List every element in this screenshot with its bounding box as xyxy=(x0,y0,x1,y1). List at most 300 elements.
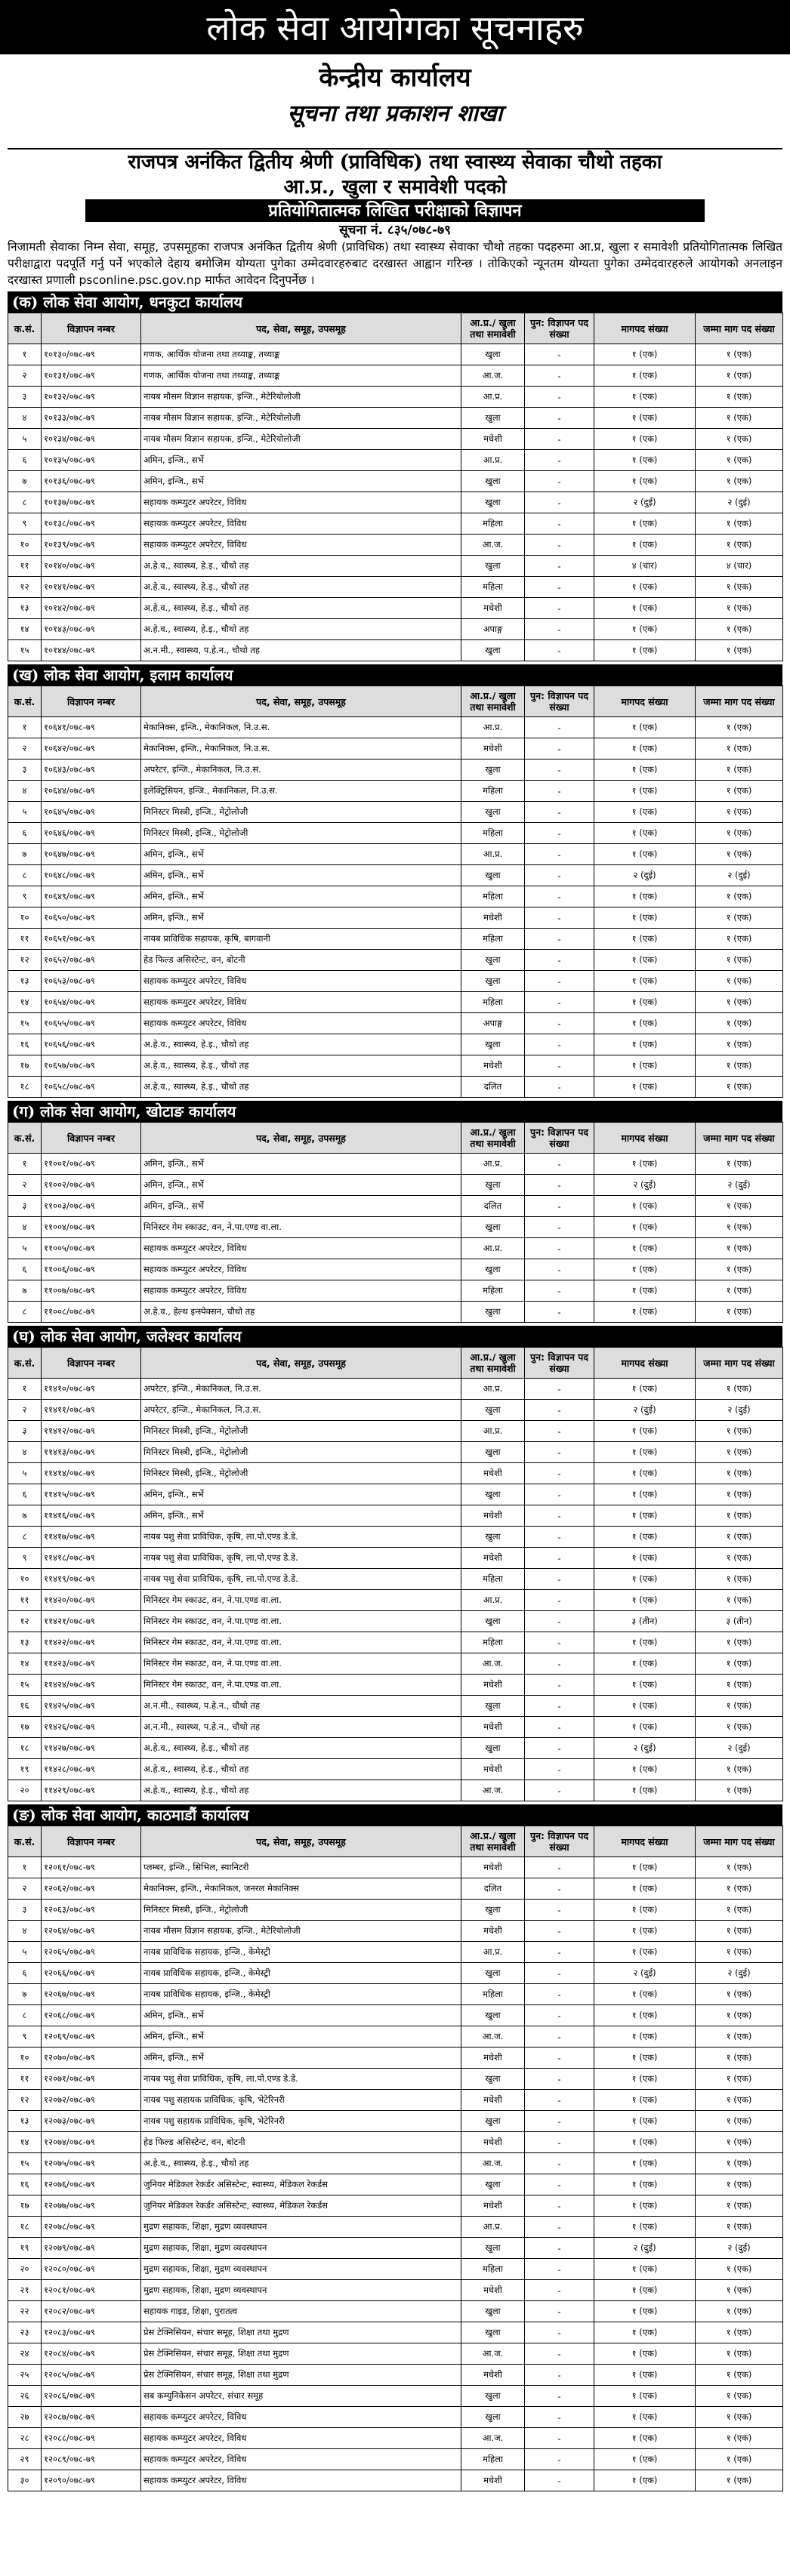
table-cell: १ (एक) xyxy=(696,1379,783,1400)
table-cell: १ (एक) xyxy=(594,1717,696,1738)
table-cell: १८ xyxy=(8,2217,42,2238)
table-cell: १२ xyxy=(8,2090,42,2111)
table-cell: ११४१२/०७८-७९ xyxy=(42,1421,141,1442)
table-cell: मधेशी xyxy=(461,1055,525,1077)
table-row xyxy=(8,429,783,450)
table-cell: मधेशी xyxy=(461,1505,525,1527)
table-cell: १ (एक) xyxy=(594,1217,696,1238)
table-cell: १ (एक) xyxy=(594,1280,696,1302)
table-cell: आ.प्र. xyxy=(461,1154,525,1175)
table-cell: खुला xyxy=(461,802,525,823)
table-row xyxy=(8,1527,783,1548)
table-cell: सहायक कम्प्युटर अपरेटर, विविध xyxy=(141,992,461,1013)
table-row xyxy=(8,1780,783,1801)
table-cell: मिनिस्टर मिस्त्री, इन्जि., मेट्रोलोजी xyxy=(141,802,461,823)
vacancy-table xyxy=(8,686,783,1098)
table-cell: महिला xyxy=(461,823,525,844)
table-cell: १ (एक) xyxy=(696,1034,783,1055)
table-cell: १ (एक) xyxy=(696,2217,783,2238)
table-cell: मेकानिक्स, इन्जि., मेकानिकल, नि.उ.स. xyxy=(141,738,461,760)
table-cell: आ.प्र. xyxy=(461,1379,525,1400)
table-cell: - xyxy=(525,1175,594,1196)
column-header: क.सं. xyxy=(8,1348,42,1379)
table-row xyxy=(8,2090,783,2111)
table-header-row xyxy=(8,1123,783,1154)
table-cell: १ xyxy=(8,1857,42,1878)
table-cell: सहायक कम्प्युटर अपरेटर, विविध xyxy=(141,2449,461,2470)
table-cell: खुला xyxy=(461,1963,525,1984)
table-cell: मिनिस्टर मिस्त्री, इन्जि., मेट्रोलोजी xyxy=(141,1421,461,1442)
table-cell: अ.हे.व., स्वास्थ्य, हे.इ., चौथो तह xyxy=(141,1738,461,1759)
table-cell: १ (एक) xyxy=(696,823,783,844)
table-cell: सहायक कम्प्युटर अपरेटर, विविध xyxy=(141,1238,461,1259)
table-cell: १० xyxy=(8,2048,42,2069)
column-header: मागपद संख्या xyxy=(594,1123,696,1154)
table-cell: १ (एक) xyxy=(594,907,696,929)
table-cell: ७ xyxy=(8,471,42,492)
table-row xyxy=(8,1653,783,1675)
table-cell: १०६५१/०७८-७९ xyxy=(42,929,141,950)
table-cell: १२०८६/०७८-७९ xyxy=(42,2386,141,2407)
table-cell: ११४२३/०७८-७९ xyxy=(42,1653,141,1675)
section-title: (ख) लोक सेवा आयोग, इलाम कार्यालय xyxy=(8,664,782,686)
table-cell: सहायक कम्प्युटर अपरेटर, विविध xyxy=(141,1259,461,1280)
table-cell: १ (एक) xyxy=(696,886,783,907)
table-cell: आ.प्र. xyxy=(461,2217,525,2238)
table-cell: - xyxy=(525,1034,594,1055)
table-cell: १ (एक) xyxy=(594,2217,696,2238)
table-cell: १ (एक) xyxy=(594,1463,696,1484)
table-cell: १२०७०/०७८-७९ xyxy=(42,2048,141,2069)
table-cell: १२०६२/०७८-७९ xyxy=(42,1878,141,1900)
table-cell: १ (एक) xyxy=(594,387,696,408)
table-cell: १ (एक) xyxy=(696,1280,783,1302)
table-cell: अपाङ्ग xyxy=(461,619,525,640)
table-cell: १०१४२/०७८-७९ xyxy=(42,598,141,619)
table-row xyxy=(8,619,783,640)
table-cell: २ (दुई) xyxy=(696,1175,783,1196)
table-cell: ३ xyxy=(8,1900,42,1921)
table-cell: ११४१५/०७८-७९ xyxy=(42,1484,141,1505)
table-cell: प्रेस टेक्निसियन, संचार समूह, शिक्षा तथा मुद्रण xyxy=(141,2365,461,2386)
table-cell: मधेशी xyxy=(461,1675,525,1696)
table-cell: - xyxy=(525,2449,594,2470)
table-cell: खुला xyxy=(461,950,525,971)
table-cell: - xyxy=(525,2217,594,2238)
table-cell: मुद्रण सहायक, शिक्षा, मुद्रण व्यवस्थापन xyxy=(141,2217,461,2238)
table-row xyxy=(8,1569,783,1590)
table-cell: ११००१/०७८-७९ xyxy=(42,1154,141,1175)
table-cell: १ (एक) xyxy=(594,2365,696,2386)
table-cell: १०१३०/०७८-७९ xyxy=(42,344,141,365)
table-row xyxy=(8,2069,783,2090)
table-row xyxy=(8,1154,783,1175)
intro-paragraph: निजामती सेवाका निम्न सेवा, समूह, उपसमूहका राजपत्र अनंकित द्वितीय श्रेणी (प्राविधिक) तथा स्वास्थ्य सेवाका चौथो तहका पदहरुमा आ.प्र, खुला र समावेशी प्रतियोगितात्मक लिखित परीक्षाद्वारा पदपूर्ति गर्नु पर्ने भएकोले देहाय बमोजिम योग्यता पुगेका उम्मेदवारहरुबाट दरखास्त आह्वान गरिन्छ । तोकिएको न्यूनतम योग्यता पुगेका उम्मेदवारहरुले आयोगको अनलाइन दरखास्त प्रणाली psconline.psc.gov.np मार्फत आवेदन दिनुपर्नेछ । xyxy=(8,240,782,287)
table-cell: आ.ज. xyxy=(461,2153,525,2174)
table-row xyxy=(8,2259,783,2280)
table-cell: २ (दुई) xyxy=(594,1738,696,1759)
table-cell: १ (एक) xyxy=(594,429,696,450)
table-cell: ११००३/०७८-७९ xyxy=(42,1196,141,1217)
table-cell: १६ xyxy=(8,2174,42,2195)
table-cell: १ (एक) xyxy=(594,1759,696,1780)
table-cell: महिला xyxy=(461,1984,525,2005)
table-cell: ११४११/०७८-७९ xyxy=(42,1400,141,1421)
table-cell: १०६४६/०७८-७९ xyxy=(42,823,141,844)
table-row xyxy=(8,577,783,598)
table-cell: १ (एक) xyxy=(594,1077,696,1098)
table-row xyxy=(8,1857,783,1878)
table-cell: ११००२/०७८-७९ xyxy=(42,1175,141,1196)
table-cell: सहायक कम्प्युटर अपरेटर, विविध xyxy=(141,1013,461,1034)
table-cell: - xyxy=(525,513,594,535)
table-cell: आ.प्र. xyxy=(461,1590,525,1611)
table-cell: १ (एक) xyxy=(594,1421,696,1442)
table-cell: १०६५०/०७८-७९ xyxy=(42,907,141,929)
table-cell: ११००४/०७८-७९ xyxy=(42,1217,141,1238)
table-cell: - xyxy=(525,1857,594,1878)
table-row xyxy=(8,2386,783,2407)
table-cell: १२०७१/०७८-७९ xyxy=(42,2069,141,2090)
office-section xyxy=(8,664,782,1098)
table-cell: ११४१४/०७८-७९ xyxy=(42,1463,141,1484)
table-cell: मधेशी xyxy=(461,2090,525,2111)
table-cell: - xyxy=(525,619,594,640)
column-header: पुन: विज्ञापन पद संख्या xyxy=(525,1123,594,1154)
table-cell: १ (एक) xyxy=(696,1013,783,1034)
column-header: क.सं. xyxy=(8,686,42,717)
table-row xyxy=(8,1442,783,1463)
table-cell: १ (एक) xyxy=(594,1921,696,1942)
table-cell: - xyxy=(525,365,594,387)
table-cell: - xyxy=(525,1217,594,1238)
table-cell: - xyxy=(525,1484,594,1505)
table-cell: १ (एक) xyxy=(594,1878,696,1900)
table-cell: १ (एक) xyxy=(696,2280,783,2301)
table-cell: १५ xyxy=(8,1675,42,1696)
table-cell: सहायक गाइड, शिक्षा, पुरातत्व xyxy=(141,2301,461,2322)
table-cell: ११००६/०७८-७९ xyxy=(42,1259,141,1280)
column-header: पुन: विज्ञापन पद संख्या xyxy=(525,1826,594,1857)
table-cell: महिला xyxy=(461,2449,525,2470)
table-cell: सहायक कम्प्युटर अपरेटर, विविध xyxy=(141,492,461,513)
table-row xyxy=(8,1900,783,1921)
table-cell: महिला xyxy=(461,886,525,907)
table-cell: ३ (तीन) xyxy=(696,1611,783,1632)
table-cell: १ (एक) xyxy=(696,577,783,598)
table-cell: १ (एक) xyxy=(696,535,783,556)
table-row xyxy=(8,365,783,387)
table-cell: १२०८३/०७८-७९ xyxy=(42,2322,141,2343)
table-cell: १७ xyxy=(8,1717,42,1738)
table-cell: खुला xyxy=(461,2005,525,2026)
table-row xyxy=(8,2238,783,2259)
table-cell: १ (एक) xyxy=(594,1034,696,1055)
table-cell: १२०६९/०७८-७९ xyxy=(42,2026,141,2048)
table-cell: ११ xyxy=(8,1590,42,1611)
table-cell: खुला xyxy=(461,2301,525,2322)
table-cell: १ (एक) xyxy=(696,408,783,429)
table-cell: ४ xyxy=(8,781,42,802)
table-cell: १ (एक) xyxy=(696,2026,783,2048)
table-cell: १२०६६/०७८-७९ xyxy=(42,1963,141,1984)
table-cell: अ.न.मी., स्वास्थ्य, प.हे.न., चौथो तह xyxy=(141,1717,461,1738)
table-cell: अपरेटर, इन्जि., मेकानिकल, नि.उ.स. xyxy=(141,1379,461,1400)
table-cell: १ (एक) xyxy=(696,1196,783,1217)
table-cell: खुला xyxy=(461,865,525,886)
table-cell: सहायक कम्प्युटर अपरेटर, विविध xyxy=(141,1280,461,1302)
table-cell: १ (एक) xyxy=(696,2259,783,2280)
table-cell: - xyxy=(525,781,594,802)
table-cell: अ.हे.व., स्वास्थ्य, हे.इ., चौथो तह xyxy=(141,598,461,619)
table-cell: मधेशी xyxy=(461,429,525,450)
table-cell: २३ xyxy=(8,2322,42,2343)
column-header: मागपद संख्या xyxy=(594,1348,696,1379)
table-cell: १२ xyxy=(8,950,42,971)
table-cell: आ.प्र. xyxy=(461,450,525,471)
table-cell: १ (एक) xyxy=(594,1548,696,1569)
table-cell: आ.प्र. xyxy=(461,387,525,408)
table-cell: १७ xyxy=(8,2195,42,2217)
table-cell: १ (एक) xyxy=(696,365,783,387)
table-cell: १ (एक) xyxy=(696,1653,783,1675)
table-cell: खुला xyxy=(461,1175,525,1196)
table-cell: - xyxy=(525,865,594,886)
table-cell: १२०६८/०७८-७९ xyxy=(42,2005,141,2026)
table-cell: १ (एक) xyxy=(594,2301,696,2322)
table-cell: १५ xyxy=(8,1013,42,1034)
table-row xyxy=(8,1738,783,1759)
table-row xyxy=(8,556,783,577)
table-cell: १ (एक) xyxy=(594,1442,696,1463)
office-section xyxy=(8,1326,782,1801)
table-cell: १२०६१/०७८-७९ xyxy=(42,1857,141,1878)
table-cell: खुला xyxy=(461,471,525,492)
table-cell: ११४२४/०७८-७९ xyxy=(42,1675,141,1696)
table-cell: ९ xyxy=(8,2026,42,2048)
column-header: मागपद संख्या xyxy=(594,313,696,344)
column-header: विज्ञापन नम्बर xyxy=(42,1826,141,1857)
table-cell: अमिन, इन्जि., सर्भे xyxy=(141,865,461,886)
table-cell: खुला xyxy=(461,492,525,513)
table-cell: १०६५४/०७८-७९ xyxy=(42,992,141,1013)
table-cell: ५ xyxy=(8,1238,42,1259)
table-cell: १ (एक) xyxy=(696,929,783,950)
table-cell: मधेशी xyxy=(461,907,525,929)
table-cell: - xyxy=(525,717,594,738)
table-cell: अमिन, इन्जि., सर्भे xyxy=(141,1175,461,1196)
table-cell: १२०९०/०७८-७९ xyxy=(42,2470,141,2491)
table-cell: मधेशी xyxy=(461,1759,525,1780)
table-cell: दलित xyxy=(461,1077,525,1098)
table-cell: - xyxy=(525,2069,594,2090)
table-row xyxy=(8,344,783,365)
table-cell: १ (एक) xyxy=(696,1632,783,1653)
table-cell: १ (एक) xyxy=(696,640,783,661)
table-cell: अमिन, इन्जि., सर्भे xyxy=(141,2048,461,2069)
table-cell: २ (दुई) xyxy=(594,1400,696,1421)
table-row xyxy=(8,823,783,844)
table-row xyxy=(8,408,783,429)
table-cell: - xyxy=(525,429,594,450)
table-cell: १ (एक) xyxy=(594,344,696,365)
table-cell: २६ xyxy=(8,2386,42,2407)
table-row xyxy=(8,2153,783,2174)
table-cell: - xyxy=(525,907,594,929)
table-cell: ११४१९/०७८-७९ xyxy=(42,1569,141,1590)
table-row xyxy=(8,1421,783,1442)
table-cell: अमिन, इन्जि., सर्भे xyxy=(141,907,461,929)
table-cell: ११४१८/०७८-७९ xyxy=(42,1548,141,1569)
table-cell: १२०६३/०७८-७९ xyxy=(42,1900,141,1921)
table-cell: ११ xyxy=(8,2069,42,2090)
table-cell: ११ xyxy=(8,556,42,577)
table-cell: खुला xyxy=(461,1217,525,1238)
table-cell: १०६४४/०७८-७९ xyxy=(42,781,141,802)
table-cell: ८ xyxy=(8,1302,42,1323)
table-cell: - xyxy=(525,2026,594,2048)
table-cell: १ (एक) xyxy=(594,2259,696,2280)
table-cell: १ (एक) xyxy=(696,2301,783,2322)
table-row xyxy=(8,2132,783,2153)
table-cell: १२०७५/०७८-७९ xyxy=(42,2153,141,2174)
table-cell: १४ xyxy=(8,1653,42,1675)
table-cell: दलित xyxy=(461,1878,525,1900)
table-cell: - xyxy=(525,387,594,408)
table-row xyxy=(8,1963,783,1984)
table-cell: १ (एक) xyxy=(594,1984,696,2005)
table-cell: ३ xyxy=(8,1196,42,1217)
column-header: पद, सेवा, समूह, उपसमूह xyxy=(141,1123,461,1154)
table-cell: खुला xyxy=(461,1484,525,1505)
table-cell: २ (दुई) xyxy=(594,492,696,513)
table-cell: सहायक कम्प्युटर अपरेटर, विविध xyxy=(141,513,461,535)
table-cell: १ (एक) xyxy=(696,2407,783,2428)
table-cell: ५ xyxy=(8,1463,42,1484)
sections-container xyxy=(0,291,790,2491)
table-cell: अमिन, इन्जि., सर्भे xyxy=(141,1154,461,1175)
table-row xyxy=(8,992,783,1013)
table-cell: १२०७६/०७८-७९ xyxy=(42,2174,141,2195)
table-cell: नायब मौसम विज्ञान सहायक, इन्जि., मेटेरियोलोजी xyxy=(141,1921,461,1942)
table-cell: १ (एक) xyxy=(594,598,696,619)
table-cell: - xyxy=(525,1611,594,1632)
table-cell: १९ xyxy=(8,1759,42,1780)
table-cell: ५ xyxy=(8,1942,42,1963)
table-row xyxy=(8,907,783,929)
table-cell: ५ xyxy=(8,429,42,450)
table-row xyxy=(8,2005,783,2026)
table-cell: १२०८१/०७८-७९ xyxy=(42,2280,141,2301)
table-cell: - xyxy=(525,408,594,429)
table-row xyxy=(8,450,783,471)
table-cell: १ (एक) xyxy=(594,2280,696,2301)
table-cell: १०६४५/०७८-७९ xyxy=(42,802,141,823)
table-row xyxy=(8,1675,783,1696)
table-row xyxy=(8,1055,783,1077)
table-cell: अ.हे.व., स्वास्थ्य, हे.इ., चौथो तह xyxy=(141,1034,461,1055)
table-cell: - xyxy=(525,2174,594,2195)
table-cell: १ (एक) xyxy=(696,450,783,471)
table-cell: १ (एक) xyxy=(594,929,696,950)
table-cell: - xyxy=(525,1900,594,1921)
table-cell: खुला xyxy=(461,1900,525,1921)
table-cell: १८ xyxy=(8,1077,42,1098)
column-header: जम्मा माग पद संख्या xyxy=(696,686,783,717)
table-cell: - xyxy=(525,535,594,556)
table-cell: खुला xyxy=(461,2069,525,2090)
column-header: आ.प्र./ खुला तथा समावेशी xyxy=(461,1123,525,1154)
table-cell: खुला xyxy=(461,640,525,661)
table-cell: अ.हे.व., स्वास्थ्य, हे.इ., चौथो तह xyxy=(141,1780,461,1801)
table-cell: १ (एक) xyxy=(696,471,783,492)
table-cell: १२ xyxy=(8,577,42,598)
vacancy-table xyxy=(8,1347,783,1801)
table-cell: अपरेटर, इन्जि., मेकानिकल, नि.उ.स. xyxy=(141,1400,461,1421)
table-cell: १०६४३/०७८-७९ xyxy=(42,760,141,781)
table-cell: खुला xyxy=(461,1696,525,1717)
table-cell: - xyxy=(525,802,594,823)
table-cell: आ.प्र. xyxy=(461,1942,525,1963)
table-cell: अ.हे.व., हेल्थ इन्स्पेक्सन, चौथो तह xyxy=(141,1302,461,1323)
table-cell: १ (एक) xyxy=(696,1675,783,1696)
section-title: (क) लोक सेवा आयोग, धनकुटा कार्यालय xyxy=(8,291,782,313)
table-row xyxy=(8,513,783,535)
table-cell: - xyxy=(525,2386,594,2407)
table-cell: मधेशी xyxy=(461,1548,525,1569)
table-cell: २ (दुई) xyxy=(594,1175,696,1196)
table-cell: १ (एक) xyxy=(594,2407,696,2428)
notice-title-line2: आ.प्र., खुला र समावेशी पदको xyxy=(283,176,507,199)
table-cell: १ (एक) xyxy=(594,2026,696,2048)
table-cell: ८ xyxy=(8,1527,42,1548)
table-cell: १ (एक) xyxy=(594,886,696,907)
table-cell: १ (एक) xyxy=(696,1484,783,1505)
table-cell: महिला xyxy=(461,1569,525,1590)
table-cell: - xyxy=(525,1013,594,1034)
table-cell: - xyxy=(525,1590,594,1611)
table-cell: १ (एक) xyxy=(696,598,783,619)
table-cell: मिनिस्टर मिस्त्री, इन्जि., मेट्रोलोजी xyxy=(141,1442,461,1463)
table-cell: १ (एक) xyxy=(594,738,696,760)
table-cell: १ (एक) xyxy=(696,1857,783,1878)
table-cell: १ (एक) xyxy=(696,2428,783,2449)
table-cell: १२०८०/०७८-७९ xyxy=(42,2259,141,2280)
table-cell: १ (एक) xyxy=(594,1900,696,1921)
table-row xyxy=(8,2301,783,2322)
table-cell: खुला xyxy=(461,2111,525,2132)
table-cell: ११४२१/०७८-७९ xyxy=(42,1611,141,1632)
table-cell: १ (एक) xyxy=(594,1590,696,1611)
table-cell: - xyxy=(525,2153,594,2174)
table-cell: - xyxy=(525,2048,594,2069)
table-cell: गणक, आर्थिक योजना तथा तथ्याङ्क, तथ्याङ्क xyxy=(141,344,461,365)
table-cell: अमिन, इन्जि., सर्भे xyxy=(141,1196,461,1217)
table-cell: अमिन, इन्जि., सर्भे xyxy=(141,1484,461,1505)
table-cell: - xyxy=(525,1717,594,1738)
table-cell: १०१३५/०७८-७९ xyxy=(42,450,141,471)
table-cell: १ (एक) xyxy=(594,535,696,556)
table-cell: खुला xyxy=(461,2386,525,2407)
table-cell: १ (एक) xyxy=(594,781,696,802)
table-cell: १ (एक) xyxy=(594,2132,696,2153)
table-cell: - xyxy=(525,992,594,1013)
table-cell: - xyxy=(525,2301,594,2322)
table-cell: - xyxy=(525,760,594,781)
table-cell: १ (एक) xyxy=(594,1632,696,1653)
table-row xyxy=(8,760,783,781)
table-cell: - xyxy=(525,1421,594,1442)
